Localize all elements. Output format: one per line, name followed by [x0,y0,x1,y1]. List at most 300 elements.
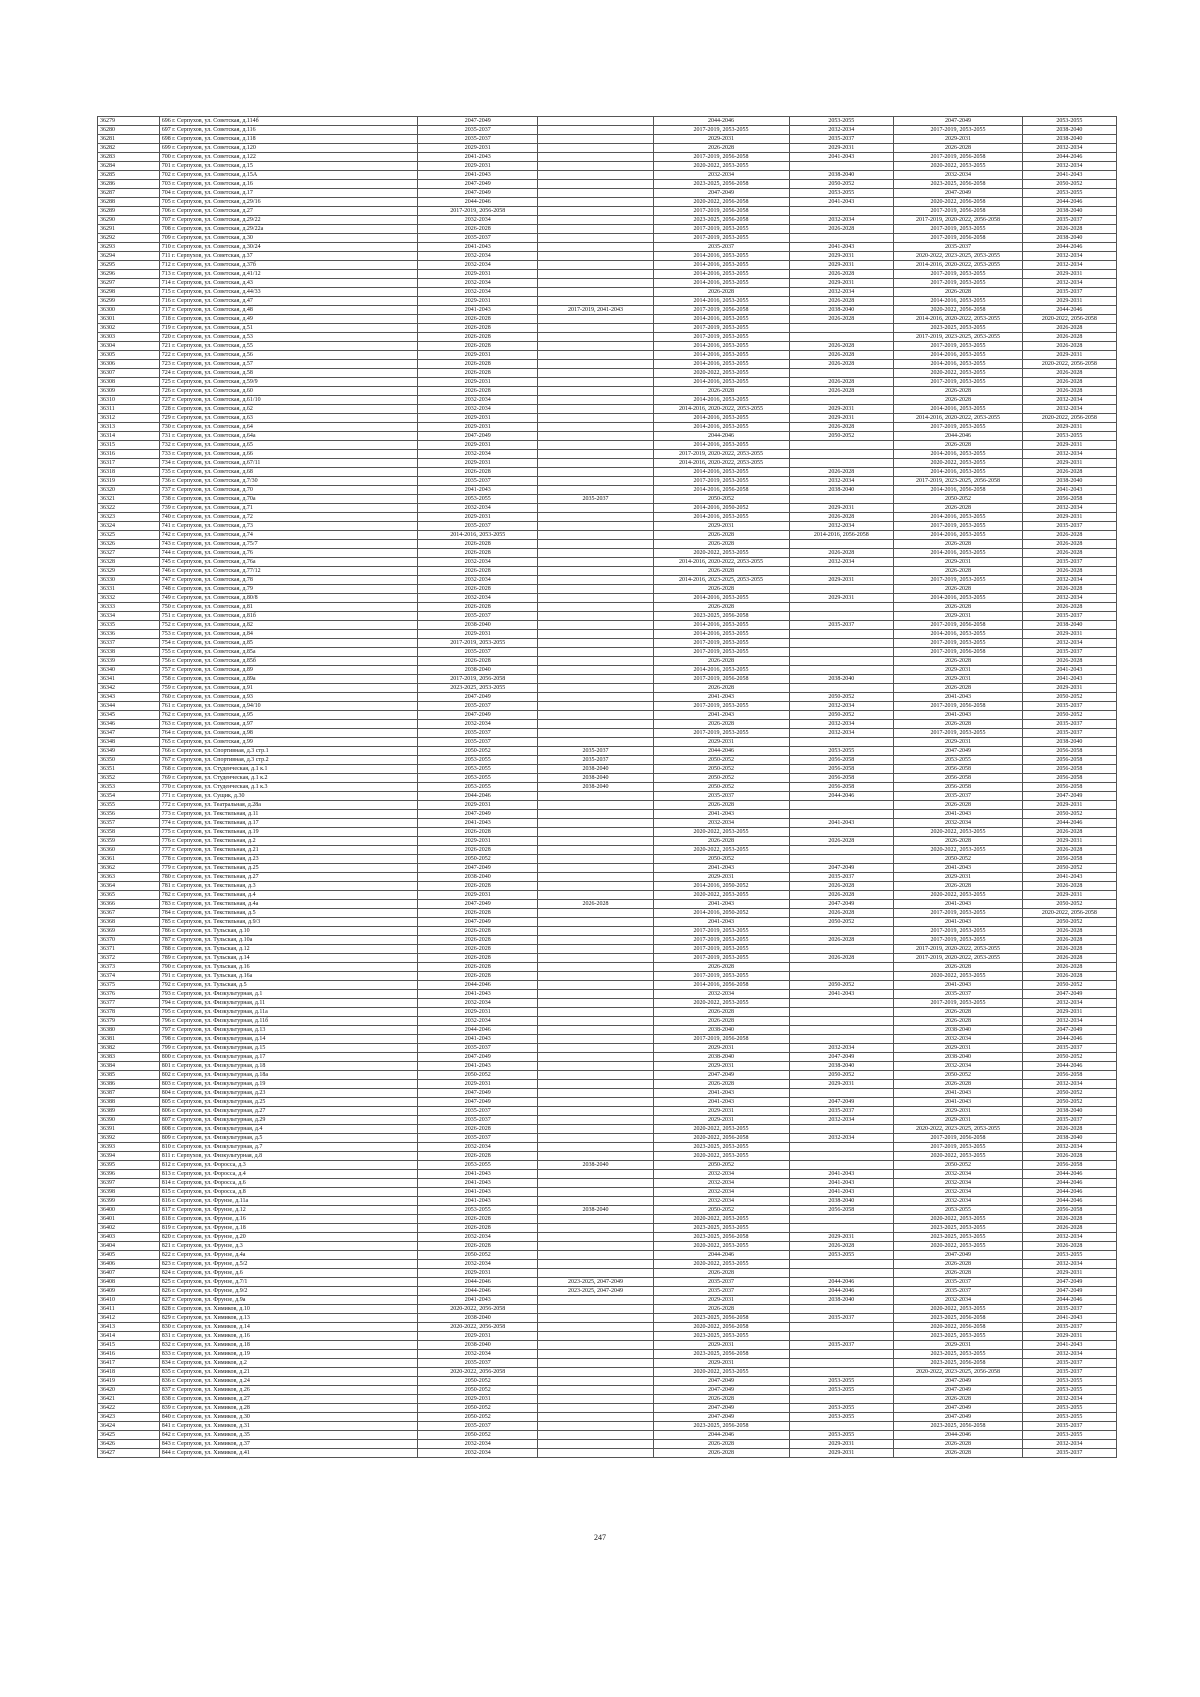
period-cell-1: 2029-2031 [418,1008,538,1017]
period-cell-5: 2029-2031 [894,666,1023,675]
period-cell-3: 2035-2037 [653,792,789,801]
period-cell-1: 2026-2028 [418,549,538,558]
table-row [98,279,1117,288]
period-cell-1: 2035-2037 [418,234,538,243]
period-cell-4 [789,1395,894,1404]
row-id-cell: 36357 [98,819,160,828]
period-cell-5: 2017-2019, 2053-2055 [894,522,1023,531]
period-cell-3: 2017-2019, 2053-2055 [653,477,789,486]
period-cell-6: 2032-2034 [1022,1080,1116,1089]
address-cell: 842 г. Серпухов, ул. Химиков, д.35 [159,1431,417,1440]
period-cell-1: 2035-2037 [418,729,538,738]
period-cell-5: 2047-2049 [894,1251,1023,1260]
period-cell-3: 2017-2019, 2053-2055 [653,126,789,135]
row-id-cell: 36391 [98,1125,160,1134]
row-id-cell: 36327 [98,549,160,558]
period-cell-4 [789,999,894,1008]
period-cell-4 [789,1125,894,1134]
row-id-cell: 36409 [98,1287,160,1296]
period-cell-5: 2032-2034 [894,1062,1023,1071]
table-row [98,936,1117,945]
row-id-cell: 36338 [98,648,160,657]
period-cell-5: 2017-2019, 2023-2025, 2053-2055 [894,333,1023,342]
period-cell-4: 2041-2043 [789,1188,894,1197]
period-cell-4 [789,603,894,612]
period-cell-5: 2020-2022, 2053-2055 [894,891,1023,900]
address-cell: 742 г. Серпухов, ул. Советская, д.74 [159,531,417,540]
period-cell-6: 2035-2037 [1022,729,1116,738]
address-cell: 768 г. Серпухов, ул. Студенческая, д.1 к.1 [159,765,417,774]
period-cell-6: 2047-2049 [1022,792,1116,801]
table-row [98,657,1117,666]
table-row [98,1152,1117,1161]
period-cell-2 [538,1260,653,1269]
address-cell: 697 г. Серпухов, ул. Советская, д.116 [159,126,417,135]
address-cell: 793 г. Серпухов, ул. Физкультурная, д.1 [159,990,417,999]
address-cell: 707 г. Серпухов, ул. Советская, д.29/22 [159,216,417,225]
period-cell-6: 2026-2028 [1022,657,1116,666]
period-cell-6: 2026-2028 [1022,531,1116,540]
period-cell-4: 2032-2034 [789,126,894,135]
period-cell-3: 2017-2019, 2053-2055 [653,333,789,342]
period-cell-1: 2026-2028 [418,657,538,666]
period-cell-3: 2014-2016, 2053-2055 [653,441,789,450]
period-cell-6: 2050-2052 [1022,711,1116,720]
address-cell: 786 г. Серпухов, ул. Тульская, д.10 [159,927,417,936]
table-row [98,288,1117,297]
period-cell-5: 2014-2016, 2020-2022, 2053-2055 [894,261,1023,270]
period-cell-2 [538,729,653,738]
row-id-cell: 36364 [98,882,160,891]
period-cell-1: 2041-2043 [418,153,538,162]
period-cell-3: 2017-2019, 2053-2055 [653,972,789,981]
period-cell-1: 2041-2043 [418,486,538,495]
row-id-cell: 36312 [98,414,160,423]
period-cell-6: 2032-2034 [1022,144,1116,153]
table-row [98,522,1117,531]
period-cell-3: 2026-2028 [653,144,789,153]
table-row [98,1080,1117,1089]
period-cell-4 [789,1323,894,1332]
period-cell-3: 2020-2022, 2053-2055 [653,369,789,378]
row-id-cell: 36291 [98,225,160,234]
table-row [98,297,1117,306]
period-cell-1: 2020-2022, 2056-2058 [418,1323,538,1332]
row-id-cell: 36358 [98,828,160,837]
period-cell-5: 2041-2043 [894,1098,1023,1107]
period-cell-2 [538,396,653,405]
row-id-cell: 36303 [98,333,160,342]
period-cell-3: 2014-2016, 2050-2052 [653,504,789,513]
period-cell-3: 2014-2016, 2023-2025, 2053-2055 [653,576,789,585]
address-cell: 841 г. Серпухов, ул. Химиков, д.31 [159,1422,417,1431]
period-cell-6: 2041-2043 [1022,675,1116,684]
period-cell-5: 2032-2034 [894,1197,1023,1206]
address-cell: 824 г. Серпухов, ул. Фрунзе, д.6 [159,1269,417,1278]
period-cell-5: 2014-2016, 2056-2058 [894,486,1023,495]
period-cell-1: 2044-2046 [418,1287,538,1296]
period-cell-5: 2035-2037 [894,1278,1023,1287]
period-cell-2 [538,1224,653,1233]
period-cell-1: 2047-2049 [418,900,538,909]
period-cell-1: 2041-2043 [418,1062,538,1071]
table-row [98,756,1117,765]
address-cell: 801 г. Серпухов, ул. Физкультурная, д.18 [159,1062,417,1071]
period-cell-6: 2038-2040 [1022,621,1116,630]
row-id-cell: 36305 [98,351,160,360]
period-cell-1: 2029-2031 [418,891,538,900]
period-cell-1: 2029-2031 [418,423,538,432]
period-cell-5: 2023-2025, 2053-2055 [894,1350,1023,1359]
period-cell-6: 2032-2034 [1022,405,1116,414]
period-cell-5: 2014-2016, 2053-2055 [894,549,1023,558]
row-id-cell: 36282 [98,144,160,153]
period-cell-4: 2026-2028 [789,837,894,846]
address-cell: 796 г. Серпухов, ул. Физкультурная, д.11б [159,1017,417,1026]
period-cell-5: 2032-2034 [894,819,1023,828]
period-cell-5: 2020-2022, 2023-2025, 2056-2058 [894,1368,1023,1377]
period-cell-2 [538,297,653,306]
period-cell-4: 2053-2055 [789,1404,894,1413]
period-cell-2 [538,630,653,639]
period-cell-4: 2050-2052 [789,180,894,189]
period-cell-6: 2026-2028 [1022,369,1116,378]
period-cell-5: 2026-2028 [894,144,1023,153]
period-cell-4: 2053-2055 [789,1377,894,1386]
period-cell-2 [538,387,653,396]
period-cell-3: 2014-2016, 2053-2055 [653,360,789,369]
address-cell: 819 г. Серпухов, ул. Фрунзе, д.18 [159,1224,417,1233]
row-id-cell: 36318 [98,468,160,477]
row-id-cell: 36405 [98,1251,160,1260]
table-row [98,1377,1117,1386]
period-cell-6: 2050-2052 [1022,981,1116,990]
period-cell-4: 2044-2046 [789,1278,894,1287]
table-row [98,1386,1117,1395]
row-id-cell: 36289 [98,207,160,216]
period-cell-4: 2038-2040 [789,306,894,315]
address-cell: 705 г. Серпухов, ул. Советская, д.29/16 [159,198,417,207]
row-id-cell: 36285 [98,171,160,180]
period-cell-2 [538,360,653,369]
period-cell-1: 2047-2049 [418,1053,538,1062]
period-cell-3: 2023-2025, 2053-2055 [653,1143,789,1152]
period-cell-3: 2017-2019, 2053-2055 [653,234,789,243]
period-cell-6: 2038-2040 [1022,126,1116,135]
period-cell-3: 2020-2022, 2053-2055 [653,162,789,171]
address-cell: 729 г. Серпухов, ул. Советская, д.63 [159,414,417,423]
period-cell-1: 2041-2043 [418,1035,538,1044]
period-cell-4: 2026-2028 [789,891,894,900]
period-cell-1: 2026-2028 [418,315,538,324]
period-cell-5: 2026-2028 [894,1017,1023,1026]
period-cell-4: 2026-2028 [789,297,894,306]
period-cell-2 [538,1134,653,1143]
period-cell-4: 2038-2040 [789,486,894,495]
period-cell-5: 2023-2025, 2056-2058 [894,1359,1023,1368]
row-id-cell: 36382 [98,1044,160,1053]
period-cell-5: 2014-2016, 2053-2055 [894,531,1023,540]
period-cell-1: 2047-2049 [418,918,538,927]
period-cell-3: 2023-2025, 2056-2058 [653,1233,789,1242]
period-cell-2 [538,639,653,648]
period-cell-1: 2035-2037 [418,126,538,135]
period-cell-1: 2035-2037 [418,1044,538,1053]
row-id-cell: 36352 [98,774,160,783]
period-cell-4: 2026-2028 [789,909,894,918]
period-cell-6: 2035-2037 [1022,558,1116,567]
table-row [98,873,1117,882]
table-row [98,855,1117,864]
period-cell-3: 2029-2031 [653,1116,789,1125]
period-cell-2 [538,1269,653,1278]
period-cell-4 [789,927,894,936]
period-cell-6: 2053-2055 [1022,1386,1116,1395]
table-row [98,954,1117,963]
address-cell: 736 г. Серпухов, ул. Советская, д.7/30 [159,477,417,486]
table-row [98,1395,1117,1404]
period-cell-3: 2050-2052 [653,756,789,765]
period-cell-6: 2032-2034 [1022,261,1116,270]
period-cell-1: 2026-2028 [418,963,538,972]
period-cell-6: 2032-2034 [1022,1143,1116,1152]
period-cell-3: 2041-2043 [653,864,789,873]
row-id-cell: 36308 [98,378,160,387]
period-cell-6: 2020-2022, 2056-2058 [1022,909,1116,918]
period-cell-6: 2056-2058 [1022,765,1116,774]
period-cell-4 [789,639,894,648]
period-cell-3: 2026-2028 [653,1305,789,1314]
period-cell-3: 2050-2052 [653,1161,789,1170]
period-cell-1: 2020-2022, 2056-2058 [418,1368,538,1377]
period-cell-1: 2044-2046 [418,792,538,801]
period-cell-4: 2032-2034 [789,1134,894,1143]
period-cell-3: 2026-2028 [653,540,789,549]
period-cell-6: 2044-2046 [1022,819,1116,828]
row-id-cell: 36386 [98,1080,160,1089]
address-cell: 797 г. Серпухов, ул. Физкультурная, д.13 [159,1026,417,1035]
address-cell: 805 г. Серпухов, ул. Физкультурная, д.25 [159,1098,417,1107]
period-cell-2 [538,1215,653,1224]
period-cell-5: 2017-2019, 2020-2022, 2053-2055 [894,945,1023,954]
table-row [98,1350,1117,1359]
row-id-cell: 36329 [98,567,160,576]
period-cell-5: 2026-2028 [894,504,1023,513]
row-id-cell: 36427 [98,1449,160,1458]
period-cell-4 [789,1026,894,1035]
address-cell: 750 г. Серпухов, ул. Советская, д.81 [159,603,417,612]
period-cell-6: 2029-2031 [1022,630,1116,639]
period-cell-3: 2014-2016, 2053-2055 [653,342,789,351]
period-cell-2 [538,594,653,603]
address-cell: 717 г. Серпухов, ул. Советская, д.48 [159,306,417,315]
row-id-cell: 36387 [98,1089,160,1098]
period-cell-4: 2029-2031 [789,279,894,288]
period-cell-5: 2020-2022, 2053-2055 [894,1305,1023,1314]
period-cell-6: 2035-2037 [1022,1044,1116,1053]
period-cell-1: 2044-2046 [418,1026,538,1035]
period-cell-3: 2041-2043 [653,1098,789,1107]
period-cell-6: 2035-2037 [1022,522,1116,531]
table-row [98,135,1117,144]
period-cell-1: 2032-2034 [418,720,538,729]
period-cell-4: 2032-2034 [789,720,894,729]
address-cell: 765 г. Серпухов, ул. Советская, д.99 [159,738,417,747]
period-cell-6: 2047-2049 [1022,1287,1116,1296]
period-cell-6: 2053-2055 [1022,189,1116,198]
period-cell-3: 2014-2016, 2020-2022, 2053-2055 [653,405,789,414]
period-cell-3: 2014-2016, 2053-2055 [653,351,789,360]
period-cell-2 [538,1179,653,1188]
row-id-cell: 36337 [98,639,160,648]
period-cell-2 [538,1017,653,1026]
address-cell: 798 г. Серпухов, ул. Физкультурная, д.14 [159,1035,417,1044]
address-cell: 832 г. Серпухов, ул. Химиков, д.18 [159,1341,417,1350]
table-row [98,189,1117,198]
period-cell-3: 2014-2016, 2053-2055 [653,270,789,279]
address-cell: 759 г. Серпухов, ул. Советская, д.91 [159,684,417,693]
period-cell-6: 2026-2028 [1022,567,1116,576]
period-cell-2 [538,1440,653,1449]
period-cell-5: 2017-2019, 2053-2055 [894,936,1023,945]
period-cell-5: 2029-2031 [894,1341,1023,1350]
period-cell-2 [538,1251,653,1260]
period-cell-3: 2014-2016, 2053-2055 [653,666,789,675]
period-cell-4 [789,1008,894,1017]
address-cell: 710 г. Серпухов, ул. Советская, д.30/24 [159,243,417,252]
period-cell-4: 2026-2028 [789,882,894,891]
period-cell-4: 2026-2028 [789,513,894,522]
period-cell-3: 2014-2016, 2053-2055 [653,261,789,270]
period-cell-2 [538,423,653,432]
address-cell: 702 г. Серпухов, ул. Советская, д.15А [159,171,417,180]
address-cell: 789 г. Серпухов, ул. Тульская, д.14 [159,954,417,963]
period-cell-6: 2026-2028 [1022,1125,1116,1134]
address-cell: 746 г. Серпухов, ул. Советская, д.77/12 [159,567,417,576]
period-cell-1: 2050-2052 [418,1251,538,1260]
period-cell-1: 2032-2034 [418,405,538,414]
period-cell-6: 2038-2040 [1022,234,1116,243]
address-cell: 800 г. Серпухов, ул. Физкультурная, д.17 [159,1053,417,1062]
period-cell-4: 2056-2058 [789,774,894,783]
address-cell: 828 г. Серпухов, ул. Химиков, д.10 [159,1305,417,1314]
period-cell-5: 2017-2019, 2053-2055 [894,639,1023,648]
period-cell-1: 2029-2031 [418,513,538,522]
period-cell-4 [789,648,894,657]
period-cell-5: 2026-2028 [894,396,1023,405]
period-cell-4: 2038-2040 [789,675,894,684]
row-id-cell: 36343 [98,693,160,702]
period-cell-6: 2029-2031 [1022,351,1116,360]
row-id-cell: 36336 [98,630,160,639]
row-id-cell: 36349 [98,747,160,756]
period-cell-5: 2032-2034 [894,171,1023,180]
row-id-cell: 36410 [98,1296,160,1305]
period-cell-2 [538,378,653,387]
period-cell-3: 2029-2031 [653,738,789,747]
period-cell-1: 2053-2055 [418,495,538,504]
row-id-cell: 36407 [98,1269,160,1278]
period-cell-2 [538,1386,653,1395]
address-cell: 737 г. Серпухов, ул. Советская, д.70 [159,486,417,495]
period-cell-5: 2029-2031 [894,1107,1023,1116]
period-cell-5: 2020-2022, 2053-2055 [894,1215,1023,1224]
row-id-cell: 36393 [98,1143,160,1152]
table-row [98,1206,1117,1215]
table-row [98,198,1117,207]
period-cell-5: 2020-2022, 2053-2055 [894,846,1023,855]
address-cell: 771 г. Серпухов, ул. Сущик, д.30 [159,792,417,801]
period-cell-1: 2032-2034 [418,216,538,225]
row-id-cell: 36383 [98,1053,160,1062]
address-cell: 844 г. Серпухов, ул. Химиков, д.41 [159,1449,417,1458]
table-row [98,549,1117,558]
row-id-cell: 36411 [98,1305,160,1314]
period-cell-6: 2032-2034 [1022,1233,1116,1242]
table-row [98,1089,1117,1098]
address-cell: 701 г. Серпухов, ул. Советская, д.15 [159,162,417,171]
period-cell-4: 2041-2043 [789,153,894,162]
period-cell-1: 2032-2034 [418,504,538,513]
period-cell-6: 2026-2028 [1022,828,1116,837]
period-cell-1: 2047-2049 [418,117,538,126]
period-cell-2 [538,792,653,801]
table-row [98,540,1117,549]
period-cell-6: 2032-2034 [1022,999,1116,1008]
row-id-cell: 36350 [98,756,160,765]
period-cell-2 [538,945,653,954]
period-cell-3: 2026-2028 [653,288,789,297]
period-cell-6: 2053-2055 [1022,1404,1116,1413]
table-row [98,1026,1117,1035]
address-cell: 772 г. Серпухов, ул. Театральная, д.28а [159,801,417,810]
row-id-cell: 36299 [98,297,160,306]
period-cell-5: 2026-2028 [894,720,1023,729]
period-cell-2 [538,351,653,360]
row-id-cell: 36417 [98,1359,160,1368]
period-cell-2 [538,1314,653,1323]
period-cell-4 [789,450,894,459]
row-id-cell: 36311 [98,405,160,414]
period-cell-3: 2026-2028 [653,837,789,846]
period-cell-1: 2050-2052 [418,1071,538,1080]
period-cell-2 [538,432,653,441]
address-cell: 769 г. Серпухов, ул. Студенческая, д.1 к.2 [159,774,417,783]
table-row [98,459,1117,468]
period-cell-5: 2029-2031 [894,675,1023,684]
period-cell-6: 2026-2028 [1022,945,1116,954]
period-cell-1: 2032-2034 [418,252,538,261]
address-cell: 781 г. Серпухов, ул. Текстильная, д.3 [159,882,417,891]
address-cell: 816 г. Серпухов, ул. Фрунзе, д.11а [159,1197,417,1206]
row-id-cell: 36418 [98,1368,160,1377]
period-cell-4: 2041-2043 [789,990,894,999]
period-cell-4: 2029-2031 [789,261,894,270]
period-cell-5: 2026-2028 [894,657,1023,666]
period-cell-5: 2020-2022, 2056-2058 [894,198,1023,207]
period-cell-1: 2026-2028 [418,585,538,594]
period-cell-1: 2053-2055 [418,756,538,765]
period-cell-3: 2038-2040 [653,1026,789,1035]
row-id-cell: 36359 [98,837,160,846]
address-cell: 776 г. Серпухов, ул. Текстильная, д.2 [159,837,417,846]
period-cell-1: 2053-2055 [418,774,538,783]
period-cell-6: 2026-2028 [1022,378,1116,387]
period-cell-4: 2029-2031 [789,504,894,513]
table-row [98,423,1117,432]
period-cell-6: 2056-2058 [1022,1206,1116,1215]
period-cell-5: 2014-2016, 2053-2055 [894,450,1023,459]
